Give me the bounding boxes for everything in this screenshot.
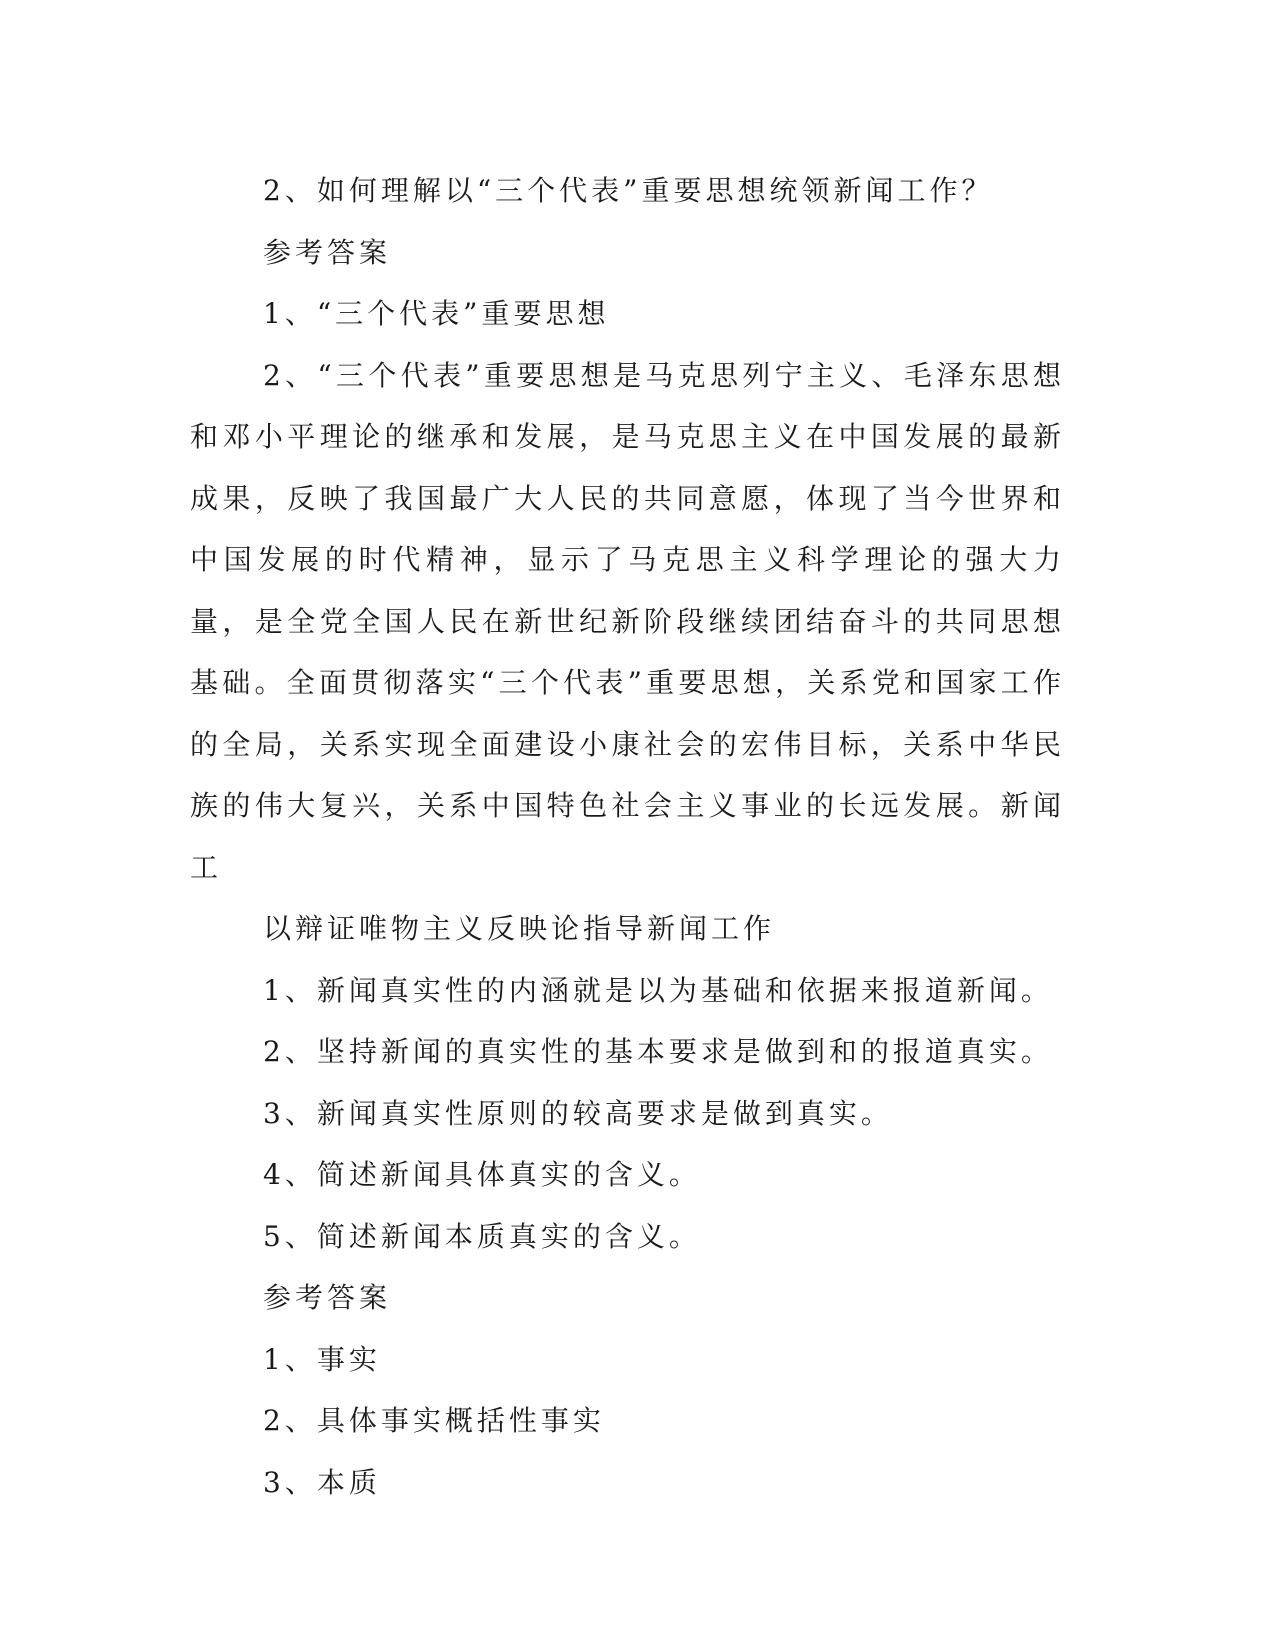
question-4: 4、简述新闻具体真实的含义。 [263, 1158, 701, 1191]
answer-item-1: 1、“三个代表”重要思想 [263, 297, 610, 330]
answer-item-2: 2、“三个代表”重要思想是马克思列宁主义、毛泽东思想和邓小平理论的继承和发展，是马克思主义在中国发展的最新成果，反映了我国最广大人民的共同意愿，体现了当今世界和中国发展的时代精神，显示了马克思主义科学理论的强大力量，是全党全国人民在新世纪新阶段继续团结奋斗的共同思想基础。全面贯彻落实“三个代表”重要思想，关系党和国家工作的全局，关系实现全面建设小康社会的宏伟目标，关系中华民族的伟大复兴，关系中国特色社会主义事业的长远发展。新闻工 [190, 358, 1065, 884]
answer-heading-2: 参考答案 [263, 1281, 392, 1314]
answer-heading: 参考答案 [263, 235, 392, 269]
document-body [190, 160, 1065, 1513]
answer-1: 1、事实 [263, 1342, 381, 1376]
section-heading: 以辩证唯物主义反映论指导新闻工作 [263, 912, 776, 945]
question-2: 2、如何理解以“三个代表”重要思想统领新闻工作？ [263, 174, 994, 207]
question-2b: 2、坚持新闻的真实性的基本要求是做到和的报道真实。 [263, 1035, 1053, 1068]
answer-3: 3、本质 [263, 1465, 381, 1499]
question-1: 1、新闻真实性的内涵就是以为基础和依据来报道新闻。 [263, 973, 1053, 1007]
answer-2: 2、具体事实概括性事实 [263, 1404, 605, 1437]
question-3: 3、新闻真实性原则的较高要求是做到真实。 [263, 1096, 893, 1130]
question-5: 5、简述新闻本质真实的含义。 [263, 1219, 701, 1253]
